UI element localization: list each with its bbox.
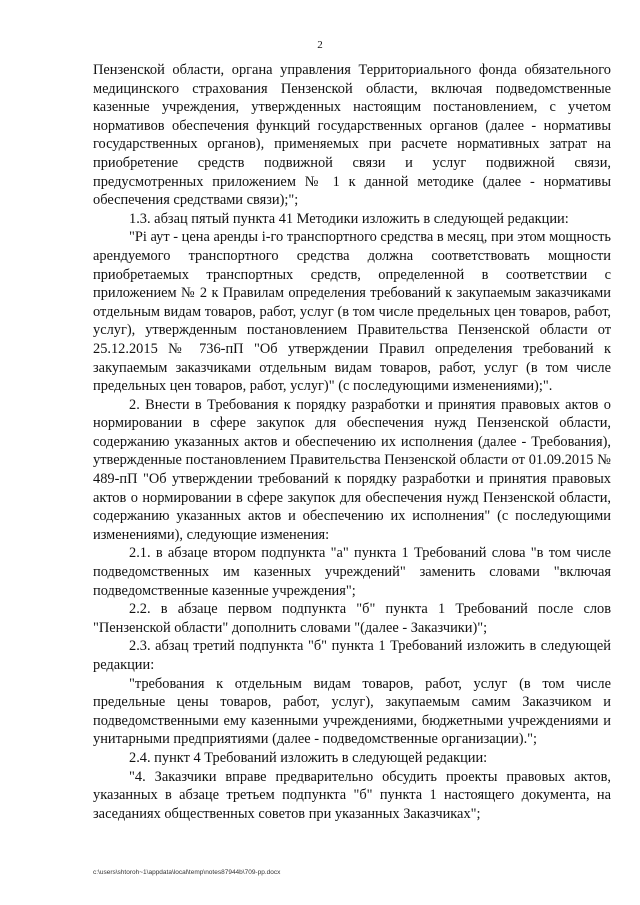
footer-file-path: c:\users\shtoroh~1\appdata\local\temp\notes87944b\709-pp.docx [93, 869, 281, 876]
paragraph-item-2-1: 2.1. в абзаце втором подпункта "а" пункта 1 Требований слова "в том числе подведомственных им казенных учреждений" заменить словами "включая подведомственные казенные учреждения"; [93, 545, 611, 599]
paragraph-item-2-4: 2.4. пункт 4 Требований изложить в следующей редакции: [129, 749, 488, 766]
paragraph-item-2: 2. Внести в Требования к порядку разработки и принятия правовых актов о нормировании в сфере закупок для обеспечения нужд Пензенской области, содержанию указанных актов и обеспечению их исполнения (далее - Требования), утвержденные постановлением Правительства Пензенской области от 01.09.2015 № 489-пП "Об утверждении требований к порядку разработки и принятия правовых актов о нормировании в сфере закупок для обеспечения нужд Пензенской области, содержанию указанных актов и обеспечению их исполнения" (с последующими изменениями), следующие изменения: [93, 396, 611, 543]
paragraph-quote-pi-aut: "Pi аут - цена аренды i-го транспортного средства в месяц, при этом мощность арендуемого транспортного средства должна соответствовать мощности приобретаемых транспортных средств, определенной в соответствии с приложением № 2 к Правилам определения требований к закупаемым заказчиками отдельным видам товаров, работ, услуг (в том числе предельных цен товаров, работ, услуг), утвержденным постановлением Правительства Пензенской области от 25.12.2015 № 736-пП "Об утверждении Правил определения требований к закупаемым заказчиками отдельным видам товаров, работ, услуг (в том числе предельных цен товаров, работ, услуг)" (с последующими изменениями);". [93, 229, 611, 395]
paragraph-item-1-3: 1.3. абзац пятый пункта 41 Методики изложить в следующей редакции: [129, 210, 569, 227]
document-body [93, 61, 611, 823]
paragraph-item-2-3: 2.3. абзац третий подпункта "б" пункта 1 Требований изложить в следующей редакции: [93, 638, 611, 673]
paragraph-quote-requirements: "требования к отдельным видам товаров, работ, услуг (в том числе предельные цены товаров, работ, услуг), закупаемым самим Заказчиком и подведомственными ему казенными учреждениями, бюджетными учреждениями и унитарными предприятиями (далее - подведомственные организации)."; [93, 675, 611, 748]
paragraph-item-2-2: 2.2. в абзаце первом подпункта "б" пункта 1 Требований после слов "Пензенской области" дополнить словами "(далее - Заказчики)"; [93, 601, 611, 636]
page-number: 2 [317, 39, 323, 51]
paragraph-quote-item-4: "4. Заказчики вправе предварительно обсудить проекты правовых актов, указанных в абзаце третьем подпункта "б" пункта 1 настоящего документа, на заседаниях общественных советов при указанных Заказчиках"; [93, 768, 611, 822]
paragraph-continuation: Пензенской области, органа управления Территориального фонда обязательного медицинского страхования Пензенской области, включая подведомственные казенные учреждения, утвержденных настоящим постановлением, с учетом нормативов обеспечения функций государственных органов (далее - нормативы государственных органов), применяемых при расчете нормативных затрат на приобретение средств подвижной связи и услуг подвижной связи, предусмотренных приложением № 1 к данной методике (далее - нормативы обеспечения средствами связи);"; [93, 62, 611, 209]
